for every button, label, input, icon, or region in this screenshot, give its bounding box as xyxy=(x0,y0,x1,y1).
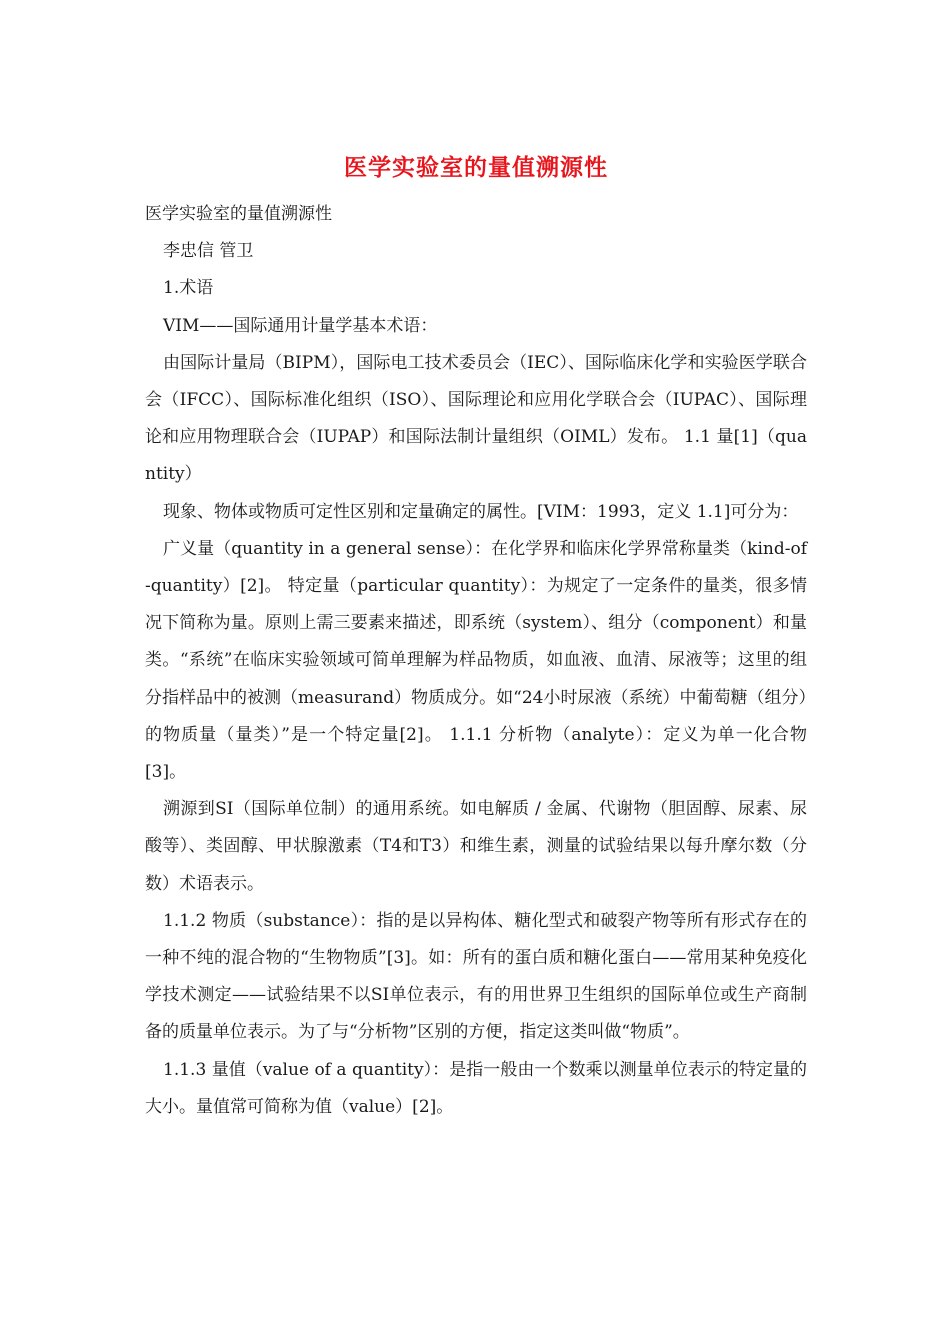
paragraph-value-of-quantity: 1.1.3 量值（value of a quantity）：是指一般由一个数乘以测量单位表示的特定量的大小。量值常可简称为值（value）[2]。 xyxy=(145,1059,807,1117)
paragraph-si-traceability: 溯源到SI（国际单位制）的通用系统。如电解质 / 金属、代谢物（胆固醇、尿素、尿酸等）、类固醇、甲状腺激素（T4和T3）和维生素，测量的试验结果以每升摩尔数（分数）术语表示。 xyxy=(145,799,807,894)
paragraph-subtitle: 医学实验室的量值溯源性 xyxy=(145,204,332,224)
paragraph-organizations: 由国际计量局（BIPM），国际电工技术委员会（IEC）、国际临床化学和实验医学联合会（IFCC）、国际标准化组织（ISO）、国际理论和应用化学联合会（IUPAC）、国际理论和应用物理联合会（IUPAP）和国际法制计量组织（OIML）发布。 1.1 量[1]（quantity） xyxy=(145,352,807,485)
paragraph-quantity-types: 广义量（quantity in a general sense）：在化学界和临床化学界常称量类（kind-of-quantity）[2]。 特定量（particular quantity）：为规定了一定条件的量类，很多情况下简称为量。原则上需三要素来描述，即系统（system）、组分（component）和量类。“系统”在临床实验领域可简单理解为样品物质，如血液、血清、尿液等；这里的组分指样品中的被测（measurand）物质成分。如“24小时尿液（系统）中葡萄糖（组分）的物质量（量类）”是一个特定量[2]。 1.1.1 分析物（analyte）：定义为单一化合物[3]。 xyxy=(145,538,807,783)
document-body xyxy=(145,150,807,1126)
paragraph-vim-definition: VIM——国际通用计量学基本术语： xyxy=(163,315,438,336)
document-title: 医学实验室的量值溯源性 xyxy=(344,154,608,181)
paragraph-substance: 1.1.2 物质（substance）：指的是以异构体、糖化型式和破裂产物等所有形式存在的一种不纯的混合物的“生物物质”[3]。如：所有的蛋白质和糖化蛋白——常用某种免疫化学技术测定——试验结果不以SI单位表示，有的用世界卫生组织的国际单位或生产商制备的质量单位表示。为了与“分析物”区别的方便，指定这类叫做“物质”。 xyxy=(145,910,807,1043)
paragraph-quantity-definition: 现象、物体或物质可定性区别和定量确定的属性。[VIM：1993，定义 1.1]可分为： xyxy=(163,501,799,522)
paragraph-section-heading: 1.术语 xyxy=(163,278,214,299)
paragraph-authors: 李忠信 管卫 xyxy=(163,241,254,262)
